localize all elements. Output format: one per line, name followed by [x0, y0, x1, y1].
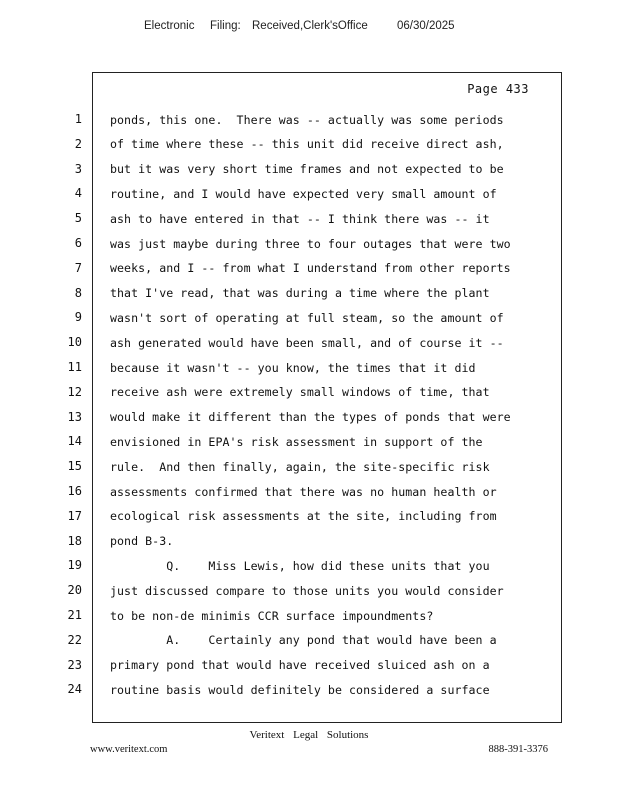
- transcript-line: to be non-de minimis CCR surface impoundments?: [110, 608, 434, 623]
- transcript-line: A. Certainly any pond that would have been a: [110, 633, 497, 648]
- transcript-line: weeks, and I -- from what I understand from other reports: [110, 261, 511, 276]
- transcript-line: was just maybe during three to four outages that were two: [110, 236, 511, 251]
- header-electronic: Electronic: [144, 20, 195, 32]
- line-number: 18: [67, 533, 82, 548]
- line-number: 15: [67, 459, 82, 474]
- line-number: 24: [67, 682, 82, 697]
- line-number: 10: [67, 335, 82, 350]
- line-number: 21: [67, 608, 82, 622]
- transcript-line: wasn't sort of operating at full steam, so the amount of: [110, 310, 504, 325]
- transcript-line: ash generated would have been small, and of course it --: [110, 335, 504, 350]
- transcript-line: envisioned in EPA's risk assessment in support of the: [110, 434, 483, 449]
- line-number: 5: [74, 211, 82, 226]
- header-filing: Filing:: [210, 20, 241, 32]
- header-date: 06/30/2025: [397, 20, 455, 32]
- transcript-line: ash to have entered in that -- I think there was -- it: [110, 211, 490, 226]
- transcript-line: just discussed compare to those units you would consider: [110, 583, 504, 598]
- line-number: 19: [67, 558, 82, 573]
- transcript-line: that I've read, that was during a time where the plant: [110, 286, 490, 301]
- transcript-line: routine, and I would have expected very small amount of: [110, 186, 497, 201]
- line-number: 8: [74, 285, 82, 300]
- line-number: 13: [67, 409, 82, 424]
- line-number: 22: [67, 632, 82, 647]
- transcript-line: assessments confirmed that there was no human health or: [110, 484, 497, 499]
- line-number: 11: [67, 360, 82, 374]
- transcript-line: because it wasn't -- you know, the times that it did: [110, 360, 476, 375]
- transcript-line: routine basis would definitely be considered a surface: [110, 682, 490, 697]
- line-number: 4: [74, 186, 82, 201]
- footer-phone: 888-391-3376: [488, 744, 548, 755]
- line-number: 6: [74, 236, 82, 250]
- header-received: Received,Clerk'sOffice: [252, 20, 368, 32]
- line-number: 23: [67, 657, 82, 672]
- line-number: 12: [67, 384, 82, 399]
- line-number: 9: [74, 310, 82, 325]
- transcript-line: rule. And then finally, again, the site-specific risk: [110, 459, 490, 474]
- transcript-line: receive ash were extremely small windows of time, that: [110, 385, 490, 400]
- line-number: 1: [74, 112, 82, 126]
- line-number: 17: [67, 508, 82, 523]
- footer-company: Veritext Legal Solutions: [249, 729, 369, 741]
- transcript-line: Q. Miss Lewis, how did these units that you: [110, 558, 490, 573]
- transcript-line: pond B-3.: [110, 534, 174, 549]
- line-number: 16: [67, 484, 82, 498]
- transcript-line: ponds, this one. There was -- actually was some periods: [110, 112, 504, 127]
- line-number: 14: [67, 434, 82, 449]
- transcript-line: ecological risk assessments at the site, including from: [110, 509, 497, 524]
- line-number: 3: [74, 161, 82, 176]
- footer-website: www.veritext.com: [90, 744, 168, 755]
- transcript-line: primary pond that would have received sluiced ash on a: [110, 658, 490, 673]
- page-number: Page 433: [467, 82, 529, 96]
- filing-header: [0, 20, 618, 38]
- line-number: 2: [74, 136, 82, 151]
- line-number: 7: [74, 260, 82, 275]
- line-number: 20: [67, 583, 82, 598]
- transcript-line: of time where these -- this unit did receive direct ash,: [110, 137, 504, 152]
- transcript-line: but it was very short time frames and not expected to be: [110, 162, 504, 177]
- transcript-line: would make it different than the types of ponds that were: [110, 410, 511, 425]
